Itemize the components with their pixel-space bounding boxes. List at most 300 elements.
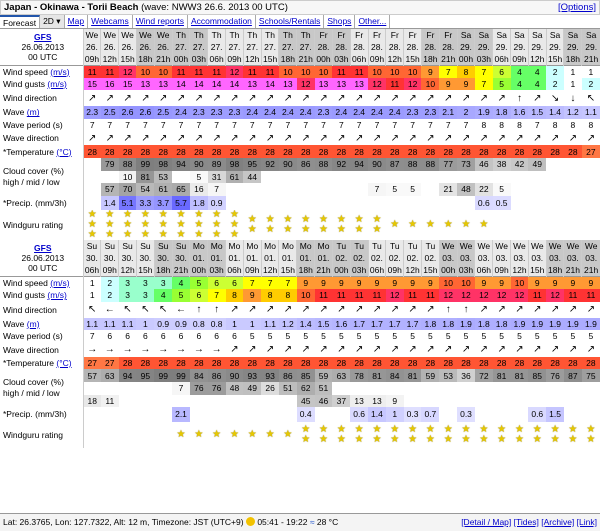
wave-direction-arrow: [528, 343, 546, 357]
wave-cell: 2.3: [315, 106, 333, 119]
rating-cell: [297, 422, 315, 448]
wave-direction-row-label: [0, 131, 83, 145]
temperature-cell: 28: [279, 145, 297, 158]
star-icon: ★: [408, 219, 418, 231]
star-icon: ★: [301, 224, 311, 236]
temperature-cell: 28: [297, 357, 315, 370]
cloud-high-cell: 63: [332, 369, 350, 382]
cloud-low-cell: [208, 395, 226, 408]
wave-cell: 1.8: [421, 318, 439, 331]
star-icon: ★: [372, 423, 382, 435]
cloud-high-cell: 85: [297, 369, 315, 382]
temperature-cell: 28: [119, 357, 137, 370]
cloud-low-cell: 18: [83, 395, 101, 408]
temperature-cell: 28: [350, 145, 368, 158]
cloud-mid-cell: 51: [315, 382, 333, 395]
star-icon: ★: [301, 433, 311, 445]
date-cell: 03.: [475, 252, 493, 264]
cloud-mid-cell: [493, 171, 511, 184]
wind-gust-cell: 13: [154, 78, 172, 91]
star-icon: ★: [176, 229, 186, 241]
date-cell: 29.: [511, 41, 529, 53]
model-date: 26.06.2013: [21, 41, 65, 52]
date-cell: 02.: [404, 252, 422, 264]
arrow-icon: ↗: [354, 92, 364, 104]
wave-direction-arrow: [439, 131, 457, 145]
rating-cell: [208, 422, 226, 448]
day-cell: We: [475, 240, 493, 252]
unit-link[interactable]: (°C): [56, 146, 72, 157]
wind-gust-cell: 9: [439, 78, 457, 91]
cloud-mid-cell: 81: [136, 171, 154, 184]
star-icon: ★: [123, 219, 133, 231]
wind-direction-arrow: [332, 302, 350, 318]
wind-direction-arrow: [261, 90, 279, 106]
wave-cell: 1.8: [439, 318, 457, 331]
rating-cell: [332, 210, 350, 240]
wave-direction-arrow: [208, 131, 226, 145]
day-cell: Th: [172, 29, 190, 41]
wave-direction-arrow: [582, 131, 600, 145]
wind-gust-cell: 12: [475, 289, 493, 302]
wind-gust-cell: 10: [421, 78, 439, 91]
wave-row-label: [0, 318, 83, 331]
cloud-mid-cell: [154, 382, 172, 395]
temperature-row-label: [0, 145, 83, 158]
arrow-icon: ↗: [354, 344, 364, 356]
wind-speed-cell: 9: [421, 65, 439, 78]
day-cell: Tu: [368, 240, 386, 252]
star-icon: ★: [514, 423, 524, 435]
wave-cell: 1.8: [475, 318, 493, 331]
hour-cell: 12h: [387, 53, 402, 64]
star-icon: ★: [497, 423, 507, 435]
tab-webcams[interactable]: Webcams: [88, 15, 133, 28]
wind-gust-cell: 11: [564, 289, 582, 302]
arrow-icon: ↗: [337, 92, 346, 104]
wave-period-cell: 8: [552, 120, 558, 131]
wave-period-cell: 5: [374, 331, 380, 342]
label-text: Wave direction: [3, 133, 59, 144]
rating-cell: [404, 210, 422, 240]
cloud-mid-cell: [582, 171, 600, 184]
wave-direction-arrow: [368, 131, 386, 145]
date-cell: 26.: [154, 41, 172, 53]
hour-cell: 15h: [423, 265, 438, 276]
wind-gust-cell: 2: [582, 78, 600, 91]
wind-direction-arrow: [136, 302, 154, 318]
wave-cell: 0.8: [208, 318, 226, 331]
arrow-icon: ↗: [141, 132, 150, 144]
temperature-cell: 28: [564, 145, 582, 158]
precip-cell: [101, 407, 119, 422]
wind-gust-cell: 4: [511, 78, 529, 91]
wave-cell: 1.7: [386, 318, 404, 331]
star-icon: ★: [212, 428, 222, 440]
wind-gust-cell: 7: [208, 289, 226, 302]
arrow-icon: ↗: [248, 344, 257, 356]
wind-gust-cell: 8: [226, 289, 244, 302]
arrow-icon: ↗: [265, 92, 275, 104]
wind-gust-cell: 11: [404, 289, 422, 302]
wind-direction-arrow: [297, 302, 315, 318]
temperature-cell: 28: [457, 357, 475, 370]
cloud-mid-cell: [350, 171, 368, 184]
footer-link-link[interactable]: [Link]: [576, 517, 597, 527]
model-link[interactable]: GFS: [34, 243, 52, 254]
precip-cell: [386, 196, 404, 211]
precip-cell: 0.7: [421, 407, 439, 422]
wave-direction-arrow: [368, 343, 386, 357]
wave-direction-arrow: [279, 343, 297, 357]
date-cell: 28.: [368, 41, 386, 53]
hour-cell: 12h: [405, 265, 420, 276]
wind-speed-cell: 1: [83, 276, 101, 289]
unit-link[interactable]: (m/s): [50, 277, 70, 288]
arrow-icon: →: [104, 344, 115, 356]
star-icon: ★: [158, 210, 168, 221]
cloud-mid-cell: [528, 382, 546, 395]
label-text: Windguru rating: [3, 429, 64, 440]
wave-cell: 1.5: [528, 106, 546, 119]
rating-cell: [386, 422, 404, 448]
cloud-mid-cell: [404, 171, 422, 184]
day-cell: Mo: [315, 240, 333, 252]
cloud-low-cell: 9: [386, 395, 404, 408]
date-cell: 03.: [546, 252, 564, 264]
date-cell: 29.: [493, 41, 511, 53]
wind-gust-cell: 9: [457, 78, 475, 91]
rating-cell: [315, 422, 333, 448]
footer-link-detail-map[interactable]: [Detail / Map]: [461, 517, 512, 527]
wave-cell: 0.8: [190, 318, 208, 331]
day-cell: Th: [261, 29, 279, 41]
star-icon: ★: [461, 219, 471, 231]
wind-speed-cell: 4: [172, 276, 190, 289]
hour-cell: 12h: [530, 53, 545, 64]
hour-cell: 15h: [547, 53, 563, 64]
temperature-cell: 28: [350, 357, 368, 370]
wave-period-cell: 5: [481, 331, 487, 342]
precip-cell: [528, 196, 546, 211]
temperature-cell: 28: [154, 357, 172, 370]
wind-direction-arrow: [421, 302, 439, 318]
temperature-cell: 28: [190, 357, 208, 370]
label-text: Wind gusts: [3, 78, 46, 89]
wave-direction-arrow: [475, 131, 493, 145]
wave-cell: 2.4: [350, 106, 368, 119]
precip-cell: 0.3: [457, 407, 475, 422]
cloud-high-cell: 98: [154, 158, 172, 171]
wind-gust-cell: 12: [297, 78, 315, 91]
cloud-low-cell: 16: [190, 183, 208, 196]
arrow-icon: ↗: [123, 132, 132, 144]
rating-cell: [243, 210, 261, 240]
arrow-icon: ↗: [354, 304, 364, 316]
wave-direction-row: [0, 343, 600, 357]
temperature-cell: 28: [421, 357, 439, 370]
wind-direction-arrow: [226, 90, 244, 106]
star-icon: ★: [194, 210, 204, 221]
wind-direction-arrow: [511, 90, 529, 106]
wind-gust-cell: 12: [493, 289, 511, 302]
wind-speed-cell: 9: [368, 276, 386, 289]
star-icon: ★: [105, 219, 115, 231]
rating-cell: [404, 422, 422, 448]
wind-gust-cell: 4: [528, 78, 546, 91]
unit-link[interactable]: (°C): [56, 358, 72, 369]
cloud-low-cell: [261, 395, 279, 408]
date-cell: 30.: [154, 252, 172, 264]
wave-cell: 1: [136, 318, 154, 331]
temperature-cell: 28: [511, 357, 529, 370]
arrow-icon: ↗: [372, 304, 382, 316]
wind-speed-cell: 10: [457, 276, 475, 289]
model-link[interactable]: GFS: [34, 31, 52, 42]
tab-map[interactable]: Map: [65, 15, 89, 28]
hour-cell: 06h: [227, 265, 242, 276]
wind-direction-arrow: [243, 302, 261, 318]
tab-other[interactable]: Other...: [355, 15, 390, 28]
wind-speed-cell: 2: [546, 65, 564, 78]
wind-speed-cell: 10: [386, 65, 404, 78]
wind-direction-arrow: [528, 90, 546, 106]
cloud-high-cell: 73: [457, 158, 475, 171]
day-cell: We: [564, 240, 582, 252]
cloud-mid-cell: 48: [226, 382, 244, 395]
date-cell: 28.: [404, 41, 422, 53]
cloud-mid-cell: [421, 171, 439, 184]
temperature-cell: 28: [315, 357, 333, 370]
cloud-mid-cell: [386, 382, 404, 395]
precip-cell: 0.6: [528, 407, 546, 422]
cloud-high-cell: 46: [475, 158, 493, 171]
wind-direction-arrow: [439, 302, 457, 318]
hour-cell: 15h: [280, 265, 295, 276]
wave-period-cell: 5: [463, 331, 469, 342]
wave-period-cell: 5: [428, 331, 433, 342]
cloud-low-row: [0, 395, 600, 408]
footer-link-tides[interactable]: [Tides]: [513, 517, 539, 527]
temperature-row: [0, 145, 600, 158]
date-cell: 01.: [279, 252, 297, 264]
precip-cell: 0.3: [404, 407, 422, 422]
precip-cell: [582, 407, 600, 422]
rating-cell: [475, 210, 493, 240]
wind-direction-arrow: [564, 90, 582, 106]
rating-cell: [439, 422, 457, 448]
day-cell: Su: [101, 240, 119, 252]
wind-speed-cell: 7: [279, 276, 297, 289]
wave-cell: 1.1: [101, 318, 119, 331]
tab-schools-rentals[interactable]: Schools/Rentals: [256, 15, 324, 28]
star-icon: ★: [408, 433, 418, 445]
unit-link[interactable]: (m/s): [47, 290, 67, 301]
cloud-mid-cell: [350, 382, 368, 395]
unit-link[interactable]: (m): [26, 318, 40, 329]
rating-cell: [528, 422, 546, 448]
cloud-high-cell: 86: [297, 158, 315, 171]
precip-cell: 1.5: [546, 407, 564, 422]
sun-icon: [246, 517, 255, 526]
star-icon: ★: [194, 219, 204, 231]
wave-row: [0, 106, 600, 119]
wave-period-cell: 6: [178, 331, 184, 342]
rating-cell: [154, 210, 172, 240]
cloud-low-row: [0, 183, 600, 196]
wind-direction-arrow: [493, 90, 511, 106]
arrow-icon: ↗: [265, 344, 275, 356]
options-link[interactable]: [Options]: [557, 2, 596, 13]
wind-gust-cell: 10: [297, 289, 315, 302]
cloud-mid-cell: 76: [208, 382, 226, 395]
star-icon: ★: [319, 214, 328, 226]
wave-period-cell: 6: [143, 331, 148, 342]
tab-2d[interactable]: 2D ▾: [40, 15, 65, 28]
cloud-low-cell: [439, 395, 457, 408]
wave-direction-arrow: [386, 131, 404, 145]
wave-direction-arrow: [439, 343, 457, 357]
hour-cell: 18h: [423, 53, 438, 64]
wave-period-cell: 7: [178, 120, 184, 131]
precip-cell: [243, 407, 261, 422]
star-icon: ★: [87, 229, 97, 241]
cloud-mid-cell: [404, 382, 422, 395]
arrow-icon: ↗: [283, 304, 293, 316]
cloud-mid-row: [0, 171, 600, 184]
rating-cell: [279, 210, 297, 240]
star-icon: ★: [319, 423, 328, 435]
day-cell: We: [439, 240, 457, 252]
hour-cell: 21h: [316, 265, 331, 276]
day-cell: Su: [83, 240, 101, 252]
precip-cell: [439, 196, 457, 211]
hour-cell: 00h: [316, 53, 331, 64]
arrow-icon: ↗: [301, 92, 310, 104]
tab-shops[interactable]: Shops: [324, 15, 355, 28]
hour-cell: 18h: [298, 265, 313, 276]
label-text: high / mid / low: [3, 388, 60, 399]
temperature-cell: 28: [261, 357, 279, 370]
tab-accommodation[interactable]: Accommodation: [188, 15, 256, 28]
star-icon: ★: [319, 433, 328, 445]
wind-speed-cell: 11: [261, 65, 279, 78]
wind-gust-cell: 3: [136, 289, 154, 302]
wave-cell: 1.9: [546, 318, 564, 331]
arrow-icon: ↗: [533, 92, 542, 104]
cloud-high-cell: 86: [208, 369, 226, 382]
wave-direction-arrow: [226, 343, 244, 357]
wind-direction-arrow: [297, 90, 315, 106]
unit-link[interactable]: (m/s): [47, 78, 67, 89]
arrow-icon: ↗: [497, 304, 506, 316]
label-text: *Temperature: [3, 358, 55, 369]
rating-cell: [119, 210, 137, 240]
cloud-low-cell: 57: [101, 183, 119, 196]
wave-period-cell: 7: [232, 120, 237, 131]
footer-link-archive[interactable]: [Archive]: [541, 517, 575, 527]
wind-direction-arrow: [226, 302, 244, 318]
tab-forecast[interactable]: Forecast: [0, 15, 40, 28]
unit-link[interactable]: (m/s): [50, 66, 70, 77]
tab-wind-reports[interactable]: Wind reports: [133, 15, 188, 28]
rating-cell: [368, 422, 386, 448]
star-icon: ★: [140, 210, 150, 221]
star-icon: ★: [229, 210, 239, 221]
unit-link[interactable]: (m): [26, 107, 40, 118]
wind-gust-cell: 4: [154, 289, 172, 302]
wind-gust-cell: 11: [332, 289, 350, 302]
wave-cell: 0.9: [154, 318, 172, 331]
wave-cell: 1.1: [582, 106, 600, 119]
wave-period-cell: 8: [588, 120, 594, 131]
arrow-icon: ↗: [265, 304, 275, 316]
wave-period-cell: 7: [445, 120, 451, 131]
star-icon: ★: [443, 433, 453, 445]
day-cell: Mo: [297, 240, 315, 252]
cloud-low-cell: 11: [101, 395, 119, 408]
label-text: *Temperature: [3, 146, 55, 157]
cloud-high-cell: 75: [582, 369, 600, 382]
cloud-mid-cell: [261, 171, 279, 184]
temperature-cell: 28: [297, 145, 315, 158]
day-cell: Mo: [243, 240, 261, 252]
day-cell: Tu: [332, 240, 350, 252]
date-cell: 26.: [136, 41, 154, 53]
date-cell: 29.: [564, 41, 582, 53]
cloud-mid-cell: 7: [172, 382, 190, 395]
arrow-icon: ↗: [248, 132, 257, 144]
wind-speed-cell: 10: [368, 65, 386, 78]
rating-cell: [564, 422, 582, 448]
star-icon: ★: [461, 423, 471, 435]
hour-cell: 21h: [298, 53, 313, 64]
hour-cell: 21h: [582, 264, 600, 276]
date-row: [0, 252, 600, 264]
wave-direction-arrow: [582, 343, 600, 357]
arrow-icon: ↗: [390, 132, 399, 144]
arrow-icon: ↗: [533, 344, 542, 356]
cloud-low-cell: [315, 183, 333, 196]
wave-period-cell: 7: [392, 120, 398, 131]
wind-gust-cell: 13: [332, 78, 350, 91]
cloud-high-cell: 57: [83, 369, 101, 382]
arrow-icon: ↑: [516, 92, 522, 104]
label-text: Wind direction: [3, 304, 57, 315]
arrow-icon: ↗: [230, 344, 239, 356]
rating-cell: [350, 210, 368, 240]
wind-gust-cell: 11: [386, 78, 404, 91]
windguru-rating-row-label: [0, 422, 83, 448]
arrow-icon: ↗: [337, 344, 346, 356]
date-cell: 02.: [421, 252, 439, 264]
cloud-high-cell: 84: [190, 369, 208, 382]
cloud-mid-cell: [546, 382, 564, 395]
precip-cell: 1.4: [101, 196, 119, 211]
wave-period-cell: 7: [356, 120, 362, 131]
cloud-low-cell: [404, 395, 422, 408]
cloud-high-cell: 36: [457, 369, 475, 382]
arrow-icon: ↗: [461, 344, 471, 356]
arrow-icon: ↗: [461, 92, 471, 104]
wind-gust-cell: 7: [475, 78, 493, 91]
cloud-mid-cell: [297, 171, 315, 184]
arrow-icon: ↗: [586, 304, 596, 316]
label-text: Wave: [3, 318, 25, 329]
arrow-icon: ↗: [176, 132, 186, 144]
cloud-high-cell: 93: [261, 369, 279, 382]
wind-gust-cell: 1: [564, 78, 582, 91]
